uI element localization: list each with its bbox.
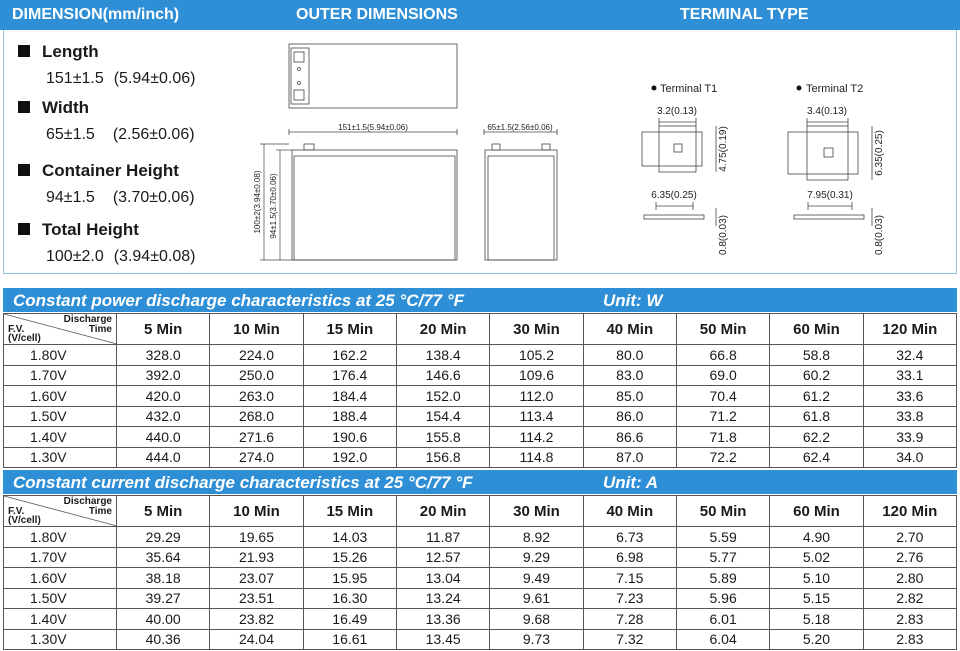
value-cell: 13.04 [396,568,489,589]
value-cell: 34.0 [863,447,956,468]
terminal-t1-width-dim: 6.35(0.25) [651,190,697,201]
value-cell: 62.4 [770,447,863,468]
terminal-t2-side-view [794,202,872,226]
value-cell: 2.70 [863,527,956,548]
spec-mm: 65±1.5 [46,126,95,143]
value-cell: 58.8 [770,345,863,366]
total-height-dimension-label: 100±2(3.94±0.08) [253,170,262,234]
corner-vcell: (V/cell) [8,515,41,526]
value-cell: 188.4 [303,406,396,427]
terminal-t2-thick-dim: 0.8(0.03) [874,214,885,256]
value-cell: 35.64 [117,547,210,568]
value-cell: 33.9 [863,427,956,448]
value-cell: 40.00 [117,609,210,630]
value-cell: 60.2 [770,365,863,386]
value-cell: 12.57 [396,547,489,568]
value-cell: 11.87 [396,527,489,548]
value-cell: 14.03 [303,527,396,548]
table-row [4,365,957,386]
value-cell: 5.89 [676,568,769,589]
table-row [4,427,957,448]
value-cell: 24.04 [210,629,303,650]
corner-time: Time [88,506,112,517]
value-cell: 420.0 [117,386,210,407]
corner-discharge: Discharge [63,496,112,507]
corner-vcell: (V/cell) [8,333,41,344]
current-table-title: Constant current discharge characteristics at 25 °C/77 °F [13,473,473,492]
value-cell: 250.0 [210,365,303,386]
table-corner-cell [4,496,117,527]
final-voltage-cell: 1.30V [4,629,117,650]
value-cell: 6.04 [676,629,769,650]
value-cell: 6.98 [583,547,676,568]
value-cell: 16.49 [303,609,396,630]
corner-fv: F.V. [8,324,25,335]
value-cell: 23.07 [210,568,303,589]
table-header-row [4,314,957,345]
table-header-row [4,496,957,527]
value-cell: 114.8 [490,447,583,468]
column-header: 15 Min [303,314,396,345]
spec-mm: 94±1.5 [46,189,95,206]
final-voltage-cell: 1.50V [4,588,117,609]
terminal-t1-top-view [642,118,716,172]
final-voltage-cell: 1.80V [4,527,117,548]
value-cell: 7.32 [583,629,676,650]
column-header: 30 Min [490,496,583,527]
final-voltage-cell: 1.50V [4,406,117,427]
value-cell: 33.1 [863,365,956,386]
table-row [4,406,957,427]
spec-inch: (3.94±0.08) [113,248,196,265]
value-cell: 7.28 [583,609,676,630]
spec-inch: (3.70±0.06) [112,189,195,206]
terminal-t2-top-dim: 3.4(0.13) [806,106,848,117]
final-voltage-cell: 1.60V [4,386,117,407]
terminal-t1-title: Terminal T1 [660,83,718,95]
dimension-heading: DIMENSION(mm/inch) [12,6,180,23]
corner-discharge: Discharge [63,314,112,325]
value-cell: 86.0 [583,406,676,427]
terminal-type-heading: TERMINAL TYPE [680,6,809,23]
value-cell: 70.4 [676,386,769,407]
value-cell: 114.2 [490,427,583,448]
spec-inch: (2.56±0.06) [112,126,195,143]
value-cell: 32.4 [863,345,956,366]
table-row [4,447,957,468]
table-row [4,568,957,589]
column-header: 20 Min [396,314,489,345]
value-cell: 2.83 [863,629,956,650]
value-cell: 72.2 [676,447,769,468]
spec-mm: 151±1.5 [46,70,104,87]
column-header: 5 Min [117,314,210,345]
value-cell: 13.24 [396,588,489,609]
value-cell: 87.0 [583,447,676,468]
terminal-t2-top-view [788,118,872,180]
value-cell: 162.2 [303,345,396,366]
table-row [4,345,957,366]
column-header: 20 Min [396,496,489,527]
header-bar [0,0,960,30]
value-cell: 9.29 [490,547,583,568]
bullet-dot-icon [652,86,657,91]
value-cell: 33.8 [863,406,956,427]
value-cell: 9.61 [490,588,583,609]
power-table-unit: Unit: W [603,291,663,310]
value-cell: 444.0 [117,447,210,468]
final-voltage-cell: 1.60V [4,568,117,589]
value-cell: 39.27 [117,588,210,609]
value-cell: 2.83 [863,609,956,630]
value-cell: 109.6 [490,365,583,386]
value-cell: 192.0 [303,447,396,468]
final-voltage-cell: 1.70V [4,547,117,568]
value-cell: 9.68 [490,609,583,630]
final-voltage-cell: 1.30V [4,447,117,468]
value-cell: 155.8 [396,427,489,448]
value-cell: 13.45 [396,629,489,650]
terminal-t1-top-dim: 3.2(0.13) [656,106,698,117]
corner-fv: F.V. [8,506,25,517]
spec-label: Width [42,98,90,117]
value-cell: 23.82 [210,609,303,630]
power-table-title: Constant power discharge characteristics at 25 °C/77 °F [13,291,465,310]
value-cell: 61.2 [770,386,863,407]
value-cell: 29.29 [117,527,210,548]
value-cell: 33.6 [863,386,956,407]
column-header: 10 Min [210,314,303,345]
value-cell: 6.73 [583,527,676,548]
width-dimension-label: 65±1.5(2.56±0.06) [487,123,553,132]
table-row [4,527,957,548]
power-discharge-table [3,313,957,468]
table-row [4,588,957,609]
value-cell: 152.0 [396,386,489,407]
value-cell: 15.26 [303,547,396,568]
value-cell: 71.8 [676,427,769,448]
value-cell: 5.77 [676,547,769,568]
table-row [4,547,957,568]
value-cell: 19.65 [210,527,303,548]
value-cell: 263.0 [210,386,303,407]
value-cell: 71.2 [676,406,769,427]
value-cell: 66.8 [676,345,769,366]
column-header: 40 Min [583,314,676,345]
column-header: 60 Min [770,496,863,527]
terminal-t2-width-dim: 7.95(0.31) [807,190,853,201]
value-cell: 328.0 [117,345,210,366]
value-cell: 5.59 [676,527,769,548]
column-header: 5 Min [117,496,210,527]
final-voltage-cell: 1.40V [4,609,117,630]
value-cell: 268.0 [210,406,303,427]
final-voltage-cell: 1.40V [4,427,117,448]
power-table-title-bar [3,288,957,312]
spec-label: Length [42,42,99,61]
terminal-t1-side-view [644,202,716,226]
value-cell: 7.23 [583,588,676,609]
terminal-t2-title: Terminal T2 [806,83,864,95]
length-dimension-label: 151±1.5(5.94±0.06) [338,123,408,132]
terminal-drawings [4,30,958,274]
value-cell: 69.0 [676,365,769,386]
value-cell: 38.18 [117,568,210,589]
value-cell: 156.8 [396,447,489,468]
spec-label: Total Height [42,220,139,239]
value-cell: 2.82 [863,588,956,609]
final-voltage-cell: 1.80V [4,345,117,366]
value-cell: 2.80 [863,568,956,589]
value-cell: 23.51 [210,588,303,609]
bullet-dot-icon [797,86,802,91]
value-cell: 392.0 [117,365,210,386]
value-cell: 16.61 [303,629,396,650]
value-cell: 16.30 [303,588,396,609]
value-cell: 4.90 [770,527,863,548]
terminal-t1-side-dim: 4.75(0.19) [718,126,729,172]
column-header: 120 Min [863,496,956,527]
value-cell: 13.36 [396,609,489,630]
value-cell: 5.10 [770,568,863,589]
value-cell: 5.96 [676,588,769,609]
value-cell: 83.0 [583,365,676,386]
column-header: 50 Min [676,314,769,345]
value-cell: 224.0 [210,345,303,366]
value-cell: 190.6 [303,427,396,448]
column-header: 60 Min [770,314,863,345]
value-cell: 105.2 [490,345,583,366]
value-cell: 40.36 [117,629,210,650]
value-cell: 86.6 [583,427,676,448]
value-cell: 113.4 [490,406,583,427]
table-row [4,386,957,407]
column-header: 15 Min [303,496,396,527]
column-header: 50 Min [676,496,769,527]
value-cell: 440.0 [117,427,210,448]
value-cell: 176.4 [303,365,396,386]
table-row [4,629,957,650]
value-cell: 138.4 [396,345,489,366]
current-discharge-table [3,495,957,650]
value-cell: 5.02 [770,547,863,568]
value-cell: 5.20 [770,629,863,650]
current-table-unit: Unit: A [603,473,659,492]
value-cell: 7.15 [583,568,676,589]
value-cell: 432.0 [117,406,210,427]
value-cell: 9.73 [490,629,583,650]
value-cell: 9.49 [490,568,583,589]
spec-mm: 100±2.0 [46,248,104,265]
value-cell: 8.92 [490,527,583,548]
value-cell: 85.0 [583,386,676,407]
table-corner-cell [4,314,117,345]
value-cell: 5.18 [770,609,863,630]
value-cell: 5.15 [770,588,863,609]
terminal-t1-thick-dim: 0.8(0.03) [718,214,729,256]
column-header: 30 Min [490,314,583,345]
value-cell: 61.8 [770,406,863,427]
value-cell: 80.0 [583,345,676,366]
value-cell: 112.0 [490,386,583,407]
spec-label: Container Height [42,161,179,180]
column-header: 40 Min [583,496,676,527]
value-cell: 15.95 [303,568,396,589]
value-cell: 274.0 [210,447,303,468]
value-cell: 146.6 [396,365,489,386]
value-cell: 6.01 [676,609,769,630]
value-cell: 184.4 [303,386,396,407]
value-cell: 271.6 [210,427,303,448]
value-cell: 2.76 [863,547,956,568]
corner-time: Time [88,324,112,335]
dimension-panel [3,30,957,274]
value-cell: 154.4 [396,406,489,427]
value-cell: 21.93 [210,547,303,568]
column-header: 120 Min [863,314,956,345]
current-table-title-bar [3,470,957,494]
outer-dimensions-heading: OUTER DIMENSIONS [296,6,458,23]
final-voltage-cell: 1.70V [4,365,117,386]
spec-inch: (5.94±0.06) [113,70,196,87]
value-cell: 62.2 [770,427,863,448]
terminal-t2-side-dim: 6.35(0.25) [874,130,885,176]
container-height-dimension-label: 94±1.5(3.70±0.06) [269,173,278,239]
table-row [4,609,957,630]
column-header: 10 Min [210,496,303,527]
